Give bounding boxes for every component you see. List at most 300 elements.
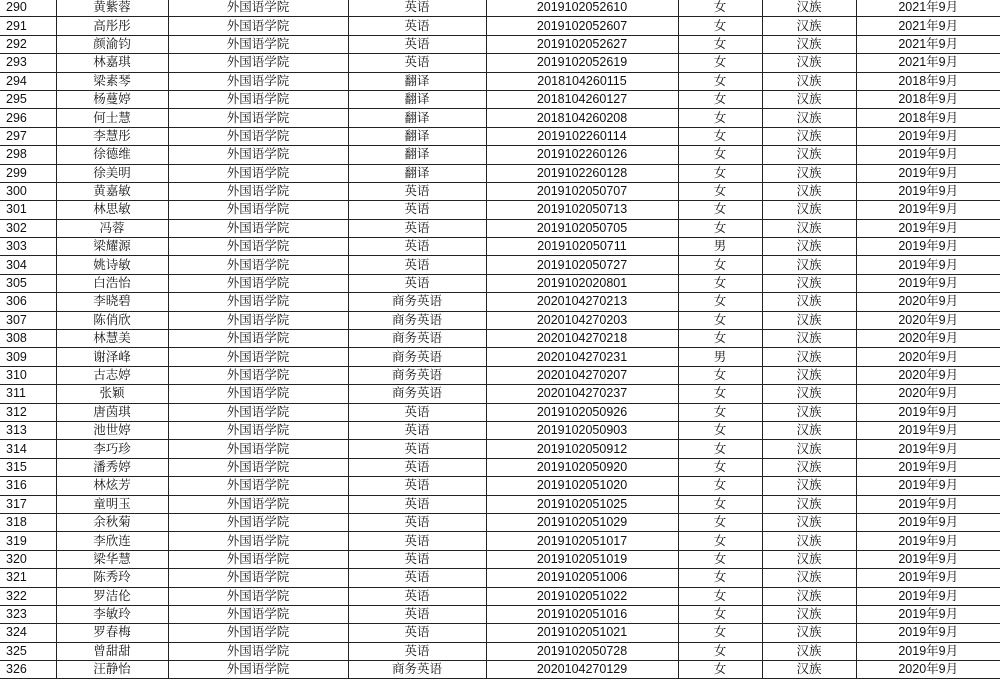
gender-cell: 女 — [678, 569, 762, 587]
major-cell: 英语 — [348, 182, 486, 200]
gender-cell: 女 — [678, 54, 762, 72]
table-row — [0, 513, 1000, 531]
gender-cell: 男 — [678, 348, 762, 366]
ethnicity-cell: 汉族 — [762, 348, 856, 366]
enrollment-date-cell: 2021年9月 — [856, 17, 1000, 35]
table-row — [0, 385, 1000, 403]
enrollment-date-cell: 2019年9月 — [856, 127, 1000, 145]
student-name-cell: 黄紫蓉 — [56, 0, 168, 17]
enrollment-date-cell: 2019年9月 — [856, 587, 1000, 605]
major-cell: 商务英语 — [348, 348, 486, 366]
student-id-cell: 2019102051017 — [486, 532, 678, 550]
ethnicity-cell: 汉族 — [762, 421, 856, 439]
table-row — [0, 54, 1000, 72]
enrollment-date-cell: 2019年9月 — [856, 238, 1000, 256]
college-cell: 外国语学院 — [168, 127, 348, 145]
table-row — [0, 605, 1000, 623]
college-cell: 外国语学院 — [168, 256, 348, 274]
major-cell: 英语 — [348, 642, 486, 660]
college-cell: 外国语学院 — [168, 54, 348, 72]
row-number-cell: 307 — [0, 311, 56, 329]
major-cell: 翻译 — [348, 164, 486, 182]
student-name-cell: 罗洁伦 — [56, 587, 168, 605]
student-name-cell: 林炫芳 — [56, 477, 168, 495]
college-cell: 外国语学院 — [168, 238, 348, 256]
ethnicity-cell: 汉族 — [762, 477, 856, 495]
ethnicity-cell: 汉族 — [762, 403, 856, 421]
table-row — [0, 311, 1000, 329]
enrollment-date-cell: 2019年9月 — [856, 605, 1000, 623]
enrollment-date-cell: 2020年9月 — [856, 366, 1000, 384]
gender-cell: 女 — [678, 293, 762, 311]
gender-cell: 女 — [678, 274, 762, 292]
college-cell: 外国语学院 — [168, 219, 348, 237]
major-cell: 英语 — [348, 624, 486, 642]
gender-cell: 女 — [678, 642, 762, 660]
table-row — [0, 587, 1000, 605]
table-row — [0, 164, 1000, 182]
gender-cell: 女 — [678, 495, 762, 513]
row-number-cell: 300 — [0, 182, 56, 200]
college-cell: 外国语学院 — [168, 0, 348, 17]
enrollment-date-cell: 2019年9月 — [856, 642, 1000, 660]
major-cell: 英语 — [348, 458, 486, 476]
enrollment-date-cell: 2018年9月 — [856, 72, 1000, 90]
gender-cell: 女 — [678, 219, 762, 237]
ethnicity-cell: 汉族 — [762, 109, 856, 127]
college-cell: 外国语学院 — [168, 661, 348, 679]
student-name-cell: 曾甜甜 — [56, 642, 168, 660]
ethnicity-cell: 汉族 — [762, 495, 856, 513]
row-number-cell: 313 — [0, 421, 56, 439]
table-row — [0, 330, 1000, 348]
college-cell: 外国语学院 — [168, 513, 348, 531]
enrollment-date-cell: 2019年9月 — [856, 458, 1000, 476]
enrollment-date-cell: 2019年9月 — [856, 513, 1000, 531]
major-cell: 英语 — [348, 17, 486, 35]
enrollment-date-cell: 2020年9月 — [856, 330, 1000, 348]
student-id-cell: 2019102050728 — [486, 642, 678, 660]
college-cell: 外国语学院 — [168, 385, 348, 403]
student-name-cell: 徐德维 — [56, 146, 168, 164]
major-cell: 英语 — [348, 256, 486, 274]
enrollment-date-cell: 2020年9月 — [856, 385, 1000, 403]
student-id-cell: 2019102051016 — [486, 605, 678, 623]
row-number-cell: 292 — [0, 35, 56, 53]
table-row — [0, 348, 1000, 366]
major-cell: 英语 — [348, 0, 486, 17]
student-id-cell: 2020104270218 — [486, 330, 678, 348]
enrollment-date-cell: 2018年9月 — [856, 90, 1000, 108]
student-name-cell: 古志婷 — [56, 366, 168, 384]
table-row — [0, 477, 1000, 495]
student-id-cell: 2019102050903 — [486, 421, 678, 439]
ethnicity-cell: 汉族 — [762, 605, 856, 623]
table-row — [0, 293, 1000, 311]
ethnicity-cell: 汉族 — [762, 587, 856, 605]
student-name-cell: 林嘉琪 — [56, 54, 168, 72]
ethnicity-cell: 汉族 — [762, 532, 856, 550]
enrollment-date-cell: 2019年9月 — [856, 495, 1000, 513]
table-row — [0, 661, 1000, 679]
table-row — [0, 421, 1000, 439]
table-row — [0, 403, 1000, 421]
major-cell: 翻译 — [348, 109, 486, 127]
college-cell: 外国语学院 — [168, 109, 348, 127]
table-row — [0, 550, 1000, 568]
enrollment-date-cell: 2019年9月 — [856, 201, 1000, 219]
student-name-cell: 陈秀玲 — [56, 569, 168, 587]
enrollment-date-cell: 2019年9月 — [856, 532, 1000, 550]
student-id-cell: 2019102050707 — [486, 182, 678, 200]
student-id-cell: 2019102052607 — [486, 17, 678, 35]
student-id-cell: 2019102050713 — [486, 201, 678, 219]
major-cell: 翻译 — [348, 72, 486, 90]
row-number-cell: 301 — [0, 201, 56, 219]
student-id-cell: 2019102051029 — [486, 513, 678, 531]
college-cell: 外国语学院 — [168, 624, 348, 642]
major-cell: 商务英语 — [348, 661, 486, 679]
gender-cell: 女 — [678, 311, 762, 329]
gender-cell: 女 — [678, 477, 762, 495]
major-cell: 英语 — [348, 238, 486, 256]
gender-cell: 女 — [678, 109, 762, 127]
student-id-cell: 2019102051022 — [486, 587, 678, 605]
enrollment-date-cell: 2021年9月 — [856, 35, 1000, 53]
student-id-cell: 2019102051025 — [486, 495, 678, 513]
gender-cell: 女 — [678, 182, 762, 200]
ethnicity-cell: 汉族 — [762, 642, 856, 660]
gender-cell: 女 — [678, 35, 762, 53]
row-number-cell: 304 — [0, 256, 56, 274]
gender-cell: 女 — [678, 513, 762, 531]
major-cell: 英语 — [348, 477, 486, 495]
gender-cell: 女 — [678, 72, 762, 90]
row-number-cell: 299 — [0, 164, 56, 182]
student-id-cell: 2019102051019 — [486, 550, 678, 568]
enrollment-date-cell: 2019年9月 — [856, 182, 1000, 200]
enrollment-date-cell: 2020年9月 — [856, 311, 1000, 329]
gender-cell: 女 — [678, 201, 762, 219]
row-number-cell: 305 — [0, 274, 56, 292]
table-row — [0, 495, 1000, 513]
ethnicity-cell: 汉族 — [762, 311, 856, 329]
table-row — [0, 109, 1000, 127]
row-number-cell: 295 — [0, 90, 56, 108]
student-name-cell: 梁华慧 — [56, 550, 168, 568]
college-cell: 外国语学院 — [168, 550, 348, 568]
major-cell: 翻译 — [348, 127, 486, 145]
student-name-cell: 林思敏 — [56, 201, 168, 219]
gender-cell: 女 — [678, 421, 762, 439]
college-cell: 外国语学院 — [168, 440, 348, 458]
college-cell: 外国语学院 — [168, 164, 348, 182]
row-number-cell: 294 — [0, 72, 56, 90]
gender-cell: 女 — [678, 256, 762, 274]
enrollment-date-cell: 2020年9月 — [856, 348, 1000, 366]
enrollment-date-cell: 2019年9月 — [856, 274, 1000, 292]
table-row — [0, 90, 1000, 108]
row-number-cell: 325 — [0, 642, 56, 660]
table-row — [0, 532, 1000, 550]
college-cell: 外国语学院 — [168, 311, 348, 329]
student-name-cell: 杨蔓婷 — [56, 90, 168, 108]
table-row — [0, 274, 1000, 292]
college-cell: 外国语学院 — [168, 348, 348, 366]
college-cell: 外国语学院 — [168, 532, 348, 550]
gender-cell: 女 — [678, 164, 762, 182]
enrollment-date-cell: 2019年9月 — [856, 219, 1000, 237]
gender-cell: 女 — [678, 624, 762, 642]
gender-cell: 女 — [678, 90, 762, 108]
major-cell: 英语 — [348, 440, 486, 458]
gender-cell: 女 — [678, 17, 762, 35]
row-number-cell: 317 — [0, 495, 56, 513]
row-number-cell: 290 — [0, 0, 56, 17]
enrollment-date-cell: 2019年9月 — [856, 477, 1000, 495]
row-number-cell: 296 — [0, 109, 56, 127]
table-row — [0, 642, 1000, 660]
ethnicity-cell: 汉族 — [762, 440, 856, 458]
row-number-cell: 306 — [0, 293, 56, 311]
college-cell: 外国语学院 — [168, 90, 348, 108]
row-number-cell: 323 — [0, 605, 56, 623]
student-name-cell: 梁耀源 — [56, 238, 168, 256]
major-cell: 英语 — [348, 403, 486, 421]
ethnicity-cell: 汉族 — [762, 661, 856, 679]
student-name-cell: 颜渝钧 — [56, 35, 168, 53]
row-number-cell: 303 — [0, 238, 56, 256]
ethnicity-cell: 汉族 — [762, 219, 856, 237]
student-name-cell: 白浩怡 — [56, 274, 168, 292]
enrollment-date-cell: 2019年9月 — [856, 569, 1000, 587]
student-name-cell: 李欣连 — [56, 532, 168, 550]
major-cell: 英语 — [348, 201, 486, 219]
student-id-cell: 2018104260127 — [486, 90, 678, 108]
major-cell: 英语 — [348, 421, 486, 439]
college-cell: 外国语学院 — [168, 569, 348, 587]
student-name-cell: 李晓碧 — [56, 293, 168, 311]
enrollment-date-cell: 2020年9月 — [856, 293, 1000, 311]
ethnicity-cell: 汉族 — [762, 458, 856, 476]
ethnicity-cell: 汉族 — [762, 201, 856, 219]
table-row — [0, 569, 1000, 587]
major-cell: 商务英语 — [348, 385, 486, 403]
ethnicity-cell: 汉族 — [762, 385, 856, 403]
student-name-cell: 黄嘉敏 — [56, 182, 168, 200]
ethnicity-cell: 汉族 — [762, 256, 856, 274]
college-cell: 外国语学院 — [168, 605, 348, 623]
student-id-cell: 2020104270213 — [486, 293, 678, 311]
row-number-cell: 311 — [0, 385, 56, 403]
row-number-cell: 298 — [0, 146, 56, 164]
gender-cell: 女 — [678, 458, 762, 476]
major-cell: 英语 — [348, 513, 486, 531]
student-name-cell: 唐茵琪 — [56, 403, 168, 421]
student-id-cell: 2020104270207 — [486, 366, 678, 384]
major-cell: 英语 — [348, 532, 486, 550]
row-number-cell: 320 — [0, 550, 56, 568]
table-row — [0, 35, 1000, 53]
ethnicity-cell: 汉族 — [762, 182, 856, 200]
student-name-cell: 林慧美 — [56, 330, 168, 348]
major-cell: 英语 — [348, 274, 486, 292]
college-cell: 外国语学院 — [168, 330, 348, 348]
student-id-cell: 2019102050926 — [486, 403, 678, 421]
student-name-cell: 冯蓉 — [56, 219, 168, 237]
college-cell: 外国语学院 — [168, 458, 348, 476]
enrollment-date-cell: 2019年9月 — [856, 256, 1000, 274]
student-id-cell: 2019102050727 — [486, 256, 678, 274]
student-name-cell: 梁素琴 — [56, 72, 168, 90]
row-number-cell: 297 — [0, 127, 56, 145]
row-number-cell: 324 — [0, 624, 56, 642]
table-row — [0, 201, 1000, 219]
row-number-cell: 319 — [0, 532, 56, 550]
table-row — [0, 17, 1000, 35]
college-cell: 外国语学院 — [168, 403, 348, 421]
student-id-cell: 2019102050705 — [486, 219, 678, 237]
college-cell: 外国语学院 — [168, 182, 348, 200]
major-cell: 英语 — [348, 35, 486, 53]
major-cell: 商务英语 — [348, 293, 486, 311]
student-id-cell: 2018104260208 — [486, 109, 678, 127]
ethnicity-cell: 汉族 — [762, 127, 856, 145]
student-id-cell: 2019102260114 — [486, 127, 678, 145]
enrollment-date-cell: 2020年9月 — [856, 661, 1000, 679]
college-cell: 外国语学院 — [168, 587, 348, 605]
student-name-cell: 姚诗敏 — [56, 256, 168, 274]
student-id-cell: 2020104270237 — [486, 385, 678, 403]
student-id-cell: 2020104270231 — [486, 348, 678, 366]
student-name-cell: 徐美明 — [56, 164, 168, 182]
major-cell: 翻译 — [348, 90, 486, 108]
table-row — [0, 0, 1000, 17]
enrollment-date-cell: 2021年9月 — [856, 0, 1000, 17]
table-row — [0, 72, 1000, 90]
student-name-cell: 李慧彤 — [56, 127, 168, 145]
enrollment-date-cell: 2019年9月 — [856, 624, 1000, 642]
gender-cell: 女 — [678, 661, 762, 679]
college-cell: 外国语学院 — [168, 421, 348, 439]
student-name-cell: 罗春梅 — [56, 624, 168, 642]
major-cell: 英语 — [348, 54, 486, 72]
table-row — [0, 219, 1000, 237]
gender-cell: 女 — [678, 605, 762, 623]
college-cell: 外国语学院 — [168, 35, 348, 53]
student-id-cell: 2019102052627 — [486, 35, 678, 53]
row-number-cell: 293 — [0, 54, 56, 72]
enrollment-date-cell: 2019年9月 — [856, 421, 1000, 439]
student-name-cell: 高彤彤 — [56, 17, 168, 35]
student-id-cell: 2019102051006 — [486, 569, 678, 587]
ethnicity-cell: 汉族 — [762, 293, 856, 311]
major-cell: 英语 — [348, 495, 486, 513]
student-id-cell: 2019102051021 — [486, 624, 678, 642]
major-cell: 英语 — [348, 550, 486, 568]
ethnicity-cell: 汉族 — [762, 624, 856, 642]
ethnicity-cell: 汉族 — [762, 35, 856, 53]
row-number-cell: 316 — [0, 477, 56, 495]
student-id-cell: 2019102050711 — [486, 238, 678, 256]
student-id-cell: 2019102050912 — [486, 440, 678, 458]
student-name-cell: 张颖 — [56, 385, 168, 403]
row-number-cell: 309 — [0, 348, 56, 366]
major-cell: 商务英语 — [348, 366, 486, 384]
student-id-cell: 2019102020801 — [486, 274, 678, 292]
enrollment-date-cell: 2019年9月 — [856, 164, 1000, 182]
student-name-cell: 池世婷 — [56, 421, 168, 439]
student-name-cell: 何士慧 — [56, 109, 168, 127]
ethnicity-cell: 汉族 — [762, 17, 856, 35]
student-id-cell: 2019102052619 — [486, 54, 678, 72]
ethnicity-cell: 汉族 — [762, 54, 856, 72]
row-number-cell: 321 — [0, 569, 56, 587]
gender-cell: 女 — [678, 550, 762, 568]
row-number-cell: 318 — [0, 513, 56, 531]
gender-cell: 女 — [678, 385, 762, 403]
ethnicity-cell: 汉族 — [762, 0, 856, 17]
college-cell: 外国语学院 — [168, 642, 348, 660]
major-cell: 商务英语 — [348, 330, 486, 348]
ethnicity-cell: 汉族 — [762, 330, 856, 348]
gender-cell: 男 — [678, 238, 762, 256]
ethnicity-cell: 汉族 — [762, 164, 856, 182]
gender-cell: 女 — [678, 330, 762, 348]
row-number-cell: 322 — [0, 587, 56, 605]
row-number-cell: 326 — [0, 661, 56, 679]
gender-cell: 女 — [678, 366, 762, 384]
student-id-cell: 2019102052610 — [486, 0, 678, 17]
college-cell: 外国语学院 — [168, 293, 348, 311]
table-row — [0, 182, 1000, 200]
row-number-cell: 310 — [0, 366, 56, 384]
row-number-cell: 314 — [0, 440, 56, 458]
college-cell: 外国语学院 — [168, 146, 348, 164]
student-name-cell: 汪静怡 — [56, 661, 168, 679]
major-cell: 英语 — [348, 219, 486, 237]
table-row — [0, 238, 1000, 256]
enrollment-date-cell: 2019年9月 — [856, 440, 1000, 458]
ethnicity-cell: 汉族 — [762, 550, 856, 568]
student-name-cell: 童明玉 — [56, 495, 168, 513]
college-cell: 外国语学院 — [168, 477, 348, 495]
college-cell: 外国语学院 — [168, 366, 348, 384]
college-cell: 外国语学院 — [168, 72, 348, 90]
student-id-cell: 2019102051020 — [486, 477, 678, 495]
ethnicity-cell: 汉族 — [762, 513, 856, 531]
major-cell: 英语 — [348, 605, 486, 623]
enrollment-date-cell: 2019年9月 — [856, 550, 1000, 568]
major-cell: 翻译 — [348, 146, 486, 164]
ethnicity-cell: 汉族 — [762, 366, 856, 384]
student-name-cell: 李巧珍 — [56, 440, 168, 458]
major-cell: 英语 — [348, 587, 486, 605]
table-row — [0, 366, 1000, 384]
row-number-cell: 315 — [0, 458, 56, 476]
gender-cell: 女 — [678, 440, 762, 458]
table-row — [0, 624, 1000, 642]
table-row — [0, 127, 1000, 145]
gender-cell: 女 — [678, 146, 762, 164]
row-number-cell: 302 — [0, 219, 56, 237]
table-row — [0, 440, 1000, 458]
row-number-cell: 312 — [0, 403, 56, 421]
ethnicity-cell: 汉族 — [762, 238, 856, 256]
college-cell: 外国语学院 — [168, 274, 348, 292]
enrollment-date-cell: 2019年9月 — [856, 146, 1000, 164]
ethnicity-cell: 汉族 — [762, 146, 856, 164]
